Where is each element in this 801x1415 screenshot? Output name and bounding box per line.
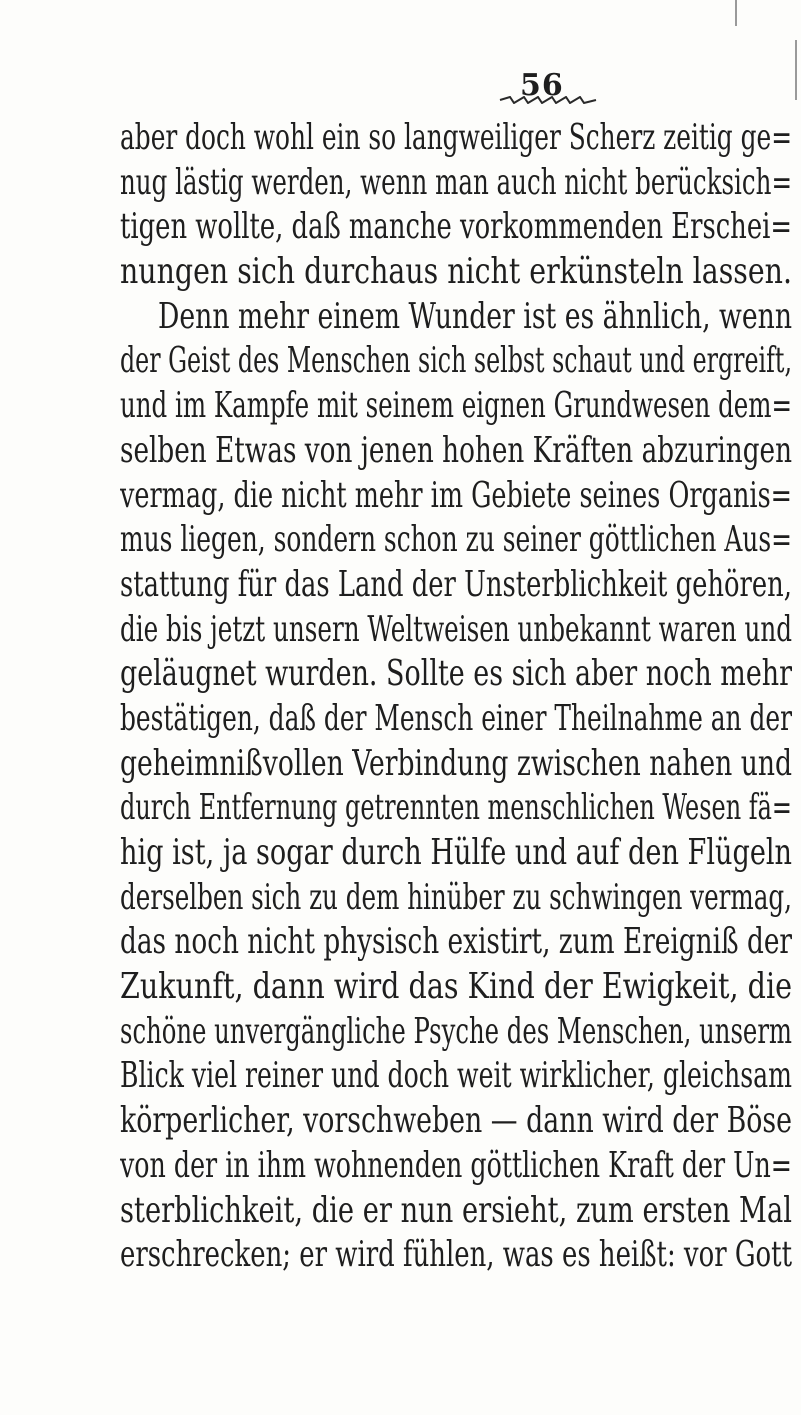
text-line: tigen wollte, daß manche vorkommenden Erschei= — [120, 206, 792, 248]
text-line: nungen sich durchaus nicht erkünsteln lassen. — [120, 251, 792, 293]
text-line: geheimnißvollen Verbindung zwischen nahen und — [120, 742, 792, 784]
text-line: Zukunft, dann wird das Kind der Ewigkeit, die — [120, 966, 792, 1008]
text-line: mus liegen, sondern schon zu seiner göttlichen Aus= — [120, 519, 792, 561]
text-line: stattung für das Land der Unsterblichkeit gehören, — [120, 563, 792, 605]
text-line: von der in ihm wohnenden göttlichen Kraft der Un= — [120, 1144, 792, 1186]
text-line: die bis jetzt unsern Weltweisen unbekannt waren und — [120, 608, 792, 650]
margin-mark-right — [795, 40, 797, 100]
text-line: das noch nicht physisch existirt, zum Ereigniß der — [120, 921, 792, 963]
text-line: erschrecken; er wird fühlen, was es heißt: vor Gott — [120, 1234, 792, 1276]
text-line: der Geist des Menschen sich selbst schaut und ergreift, — [120, 340, 792, 382]
page-number: 56 — [520, 68, 564, 103]
header-rule-ornament — [498, 96, 598, 104]
text-line: sterblichkeit, die er nun ersieht, zum ersten Mal — [120, 1189, 792, 1231]
text-line: selben Etwas von jenen hohen Kräften abzuringen — [120, 429, 792, 471]
text-line: durch Entfernung getrennten menschlichen Wesen fä= — [120, 787, 792, 829]
text-line: hig ist, ja sogar durch Hülfe und auf den Flügeln — [120, 832, 792, 873]
text-line: körperlicher, vorschweben — dann wird der Böse — [120, 1100, 792, 1142]
text-line: bestätigen, daß der Mensch einer Theilnahme an der — [120, 697, 792, 739]
body-text — [120, 116, 792, 1278]
text-line: nug lästig werden, wenn man auch nicht berücksich= — [120, 161, 792, 203]
text-line: Blick viel reiner und doch weit wirklicher, gleichsam — [120, 1055, 792, 1097]
text-line: aber doch wohl ein so langweiliger Scherz zeitig ge= — [120, 117, 792, 158]
text-line: und im Kampfe mit seinem eignen Grundwesen dem= — [120, 385, 792, 427]
margin-mark-top — [735, 0, 737, 26]
text-line: vermag, die nicht mehr im Gebiete seines Organis= — [120, 474, 792, 516]
text-line: geläugnet wurden. Sollte es sich aber noch mehr — [120, 653, 792, 695]
text-line: derselben sich zu dem hinüber zu schwingen vermag, — [120, 876, 792, 918]
text-line: Denn mehr einem Wunder ist es ähnlich, wenn — [158, 295, 792, 337]
text-line: schöne unvergängliche Psyche des Menschen, unserm — [120, 1010, 792, 1052]
